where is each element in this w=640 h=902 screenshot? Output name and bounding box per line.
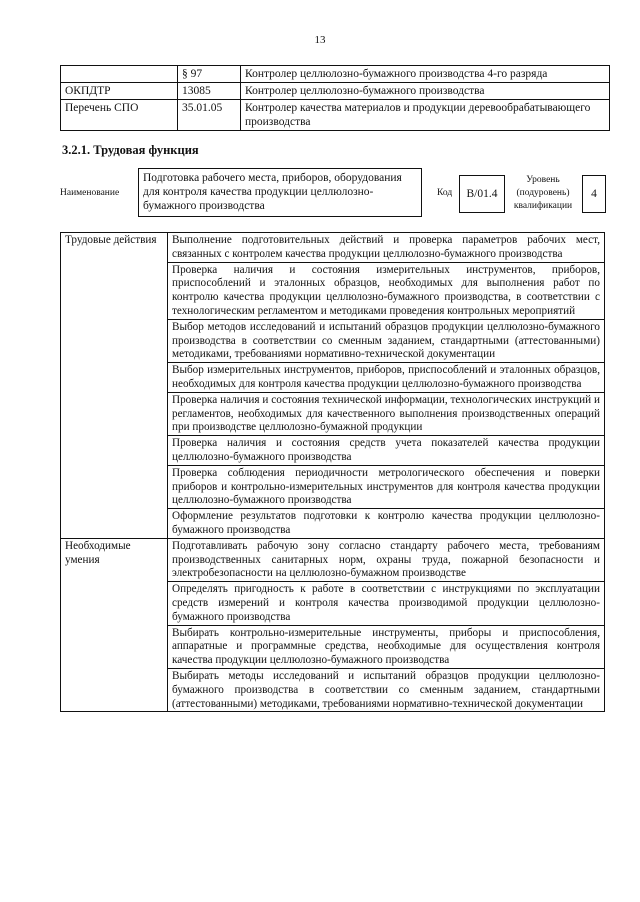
classifier-name: ОКПДТР [61,83,178,100]
name-label: Наименование [60,188,120,198]
skill-item: Выбирать методы исследований и испытаний образцов продукции целлюлозно-бумажного производства в соответствии со сменным заданием, стандартными (аттестованными) методиками, требованиями нормативно-технической документации [168,668,605,711]
section-title: 3.2.1. Трудовая функция [62,143,199,157]
level-label: Уровень (подуровень) квалификации [513,175,573,211]
classifier-title: Контролер качества материалов и продукции деревообрабатывающего производства [241,100,610,131]
classifier-name: Перечень СПО [61,100,178,131]
skill-item: Выбирать контрольно-измерительные инструменты, приборы и приспособления, аппаратные и программные средства, необходимые для осуществления контроля качества продукции целлюлозно-бумажного производства [168,625,605,668]
skill-item: Определять пригодность к работе в соответствии с инструкциями по эксплуатации средств измерений и контроля качества производимой продукции целлюлозно-бумажного производства [168,582,605,625]
action-item: Выбор измерительных инструментов, приборов, приспособлений и эталонных образцов, необходимых для контроля качества продукции целлюлозно-бумажного производства [168,363,605,393]
function-name-box: Подготовка рабочего места, приборов, оборудования для контроля качества продукции целлюлозно-бумажного производства [138,168,422,217]
page-number: 13 [314,34,326,46]
classifier-name [61,66,178,83]
classifier-title: Контролер целлюлозно-бумажного производства 4-го разряда [241,66,610,83]
classifier-title: Контролер целлюлозно-бумажного производства [241,83,610,100]
code-value-box: B/01.4 [459,175,505,213]
table-row [61,66,610,83]
classifier-code: 13085 [178,83,241,100]
classification-table [60,65,610,131]
action-item: Проверка соблюдения периодичности метрологического обеспечения и поверки приборов и контрольно-измерительных инструментов для контроля качества продукции целлюлозно-бумажного производства [168,465,605,508]
classifier-code: § 97 [178,66,241,83]
table-row [61,100,610,131]
table-row [61,538,605,581]
action-item: Проверка наличия и состояния технической информации, технологических инструкций и регламентов, необходимых для качественного выполнения производственных операций при производстве целлюлозно-бумажной продукции [168,392,605,435]
action-item: Оформление результатов подготовки к контролю качества продукции целлюлозно-бумажного производства [168,509,605,539]
function-table [60,232,605,712]
action-item: Выполнение подготовительных действий и проверка параметров рабочих мест, связанных с контролем качества продукции целлюлозно-бумажного производства [168,233,605,263]
code-label: Код [437,188,453,198]
classifier-code: 35.01.05 [178,100,241,131]
action-item: Выбор методов исследований и испытаний образцов продукции целлюлозно-бумажного производства в соответствии со сменным заданием, стандартными (аттестованными) методиками, требованиями нормативно-технической документации [168,319,605,362]
skill-item: Подготавливать рабочую зону согласно стандарту рабочего места, требованиям производственных санитарных норм, охраны труда, пожарной безопасности и электробезопасности на целлюлозно-бумажном производстве [168,538,605,581]
level-value-box: 4 [582,175,606,213]
section-label-skills: Необходимые умения [61,538,168,712]
section-label-actions: Трудовые действия [61,233,168,539]
action-item: Проверка наличия и состояния средств учета показателей качества продукции целлюлозно-бумажного производства [168,436,605,466]
table-row [61,83,610,100]
table-row [61,233,605,263]
action-item: Проверка наличия и состояния измерительных инструментов, приборов, приспособлений и эталонных образцов, необходимых для выполнения работ по контролю качества продукции целлюлозно-бумажного производства, в соответствии с технологическим регламентом и методиками проведения контрольных мероприятий [168,262,605,319]
